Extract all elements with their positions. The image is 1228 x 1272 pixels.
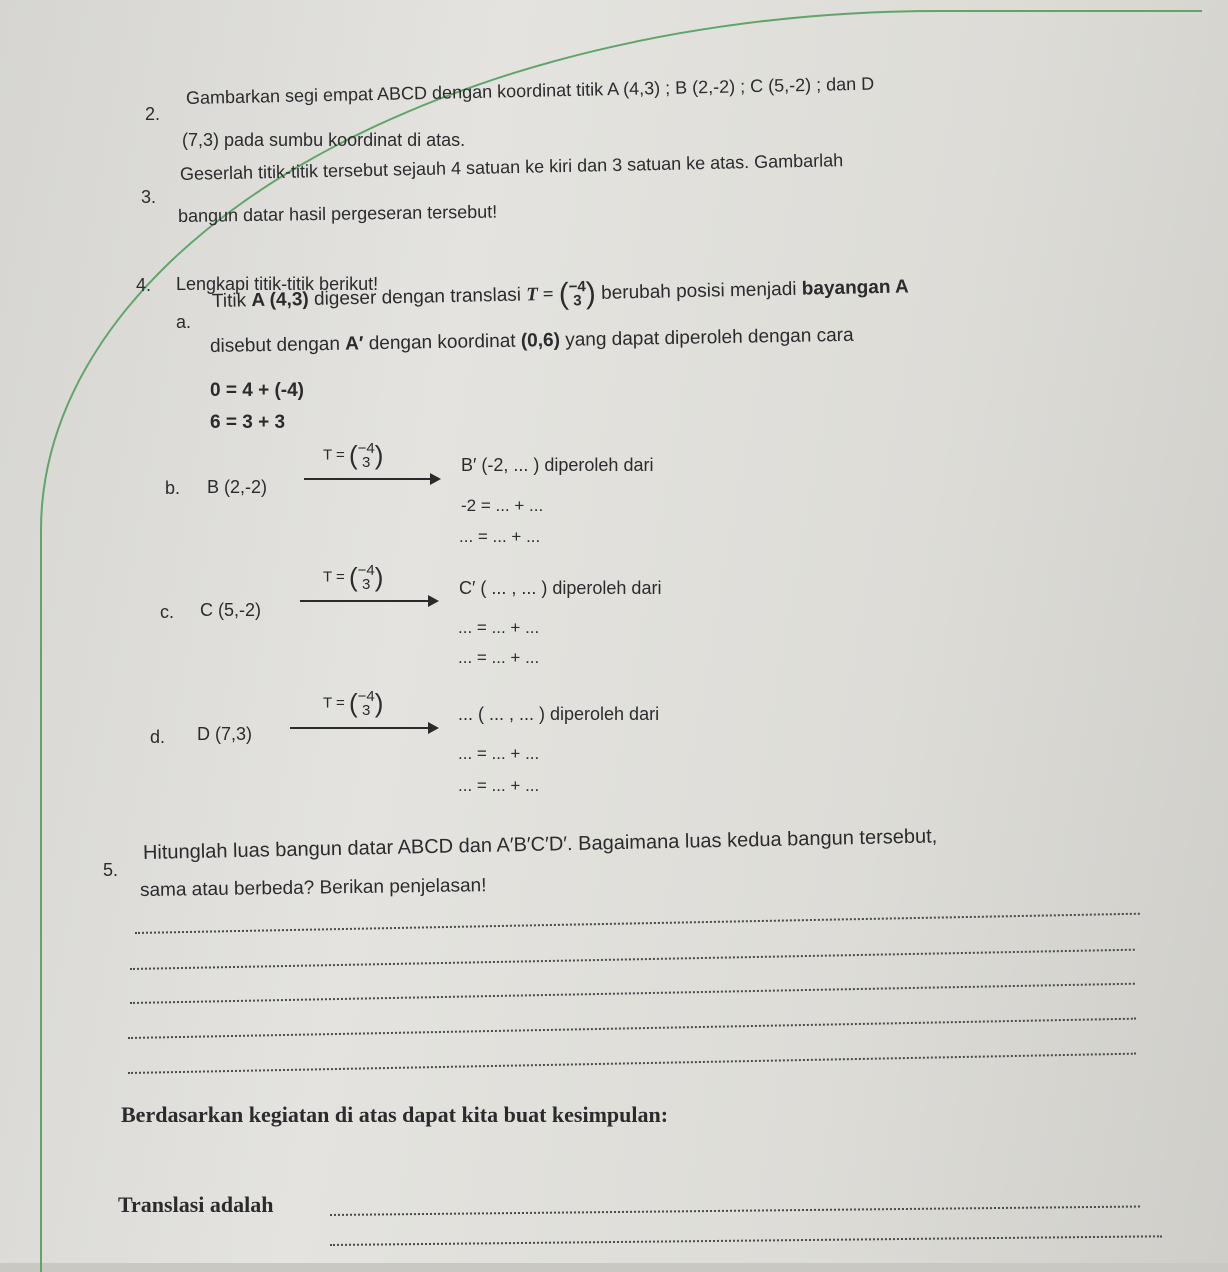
q2-line2: (7,3) pada sumbu koordinat di atas. xyxy=(182,130,466,150)
q5-line1: Hitunglah luas bangun datar ABCD dan A′B′C′D′. Bagaimana luas kedua bangun tersebut, xyxy=(142,825,938,864)
q4a-t-bottom: 3 xyxy=(573,292,582,310)
q4c-t-top: −4 xyxy=(357,561,375,579)
q4c-t-bottom: 3 xyxy=(362,575,371,593)
q4d-t-label: T = xyxy=(323,694,345,712)
q4-number: 4. xyxy=(136,275,152,295)
q4d-eq1: ... = ... + ... xyxy=(458,744,540,763)
q4a-eq2: 6 = 3 + 3 xyxy=(210,412,286,433)
q4d-arrow-line xyxy=(290,727,430,729)
q4a-text1: Titik xyxy=(211,290,247,312)
green-border xyxy=(40,10,1202,1272)
q4c-result: C′ ( ... , ... ) diperoleh dari xyxy=(459,578,662,598)
q4a-text3: berubah posisi menjadi xyxy=(600,278,797,304)
q4d-translation: T = (−4 3 ) xyxy=(323,687,384,719)
q4a-line2-text1: disebut dengan xyxy=(209,333,341,357)
q4a-aprime: A′ xyxy=(345,333,364,355)
q4b-point: B (2,-2) xyxy=(207,477,268,497)
q4a-coord: (0,6) xyxy=(520,329,561,352)
q5-number: 5. xyxy=(103,860,119,880)
q4d-result: ... ( ... , ... ) diperoleh dari xyxy=(458,704,660,724)
q4c-arrow-line xyxy=(300,600,430,602)
q4a-line2-text2: dengan koordinat xyxy=(368,330,516,355)
q4a-t-symbol: T = xyxy=(526,283,554,306)
q4b-eq1: -2 = ... + ... xyxy=(461,496,544,515)
q4a-line1: Titik A (4,3) digeser dengan translasi T = ( −4 3 ) berubah posisi menjadi bayangan A xyxy=(211,276,909,312)
q4b-t-top: −4 xyxy=(357,439,375,457)
q4b-arrow-head xyxy=(430,473,441,485)
q4c-eq1: ... = ... + ... xyxy=(458,618,540,637)
q4-title: Lengkapi titik-titik berikut! xyxy=(176,274,379,294)
q5-line2: sama atau berbeda? Berikan penjelasan! xyxy=(139,875,487,901)
q4b-result: B′ (-2, ... ) diperoleh dari xyxy=(461,455,654,475)
q3-line1: Geserlah titik-titik tersebut sejauh 4 satuan ke kiri dan 3 satuan ke atas. Gambarlah xyxy=(179,150,844,184)
q3-number: 3. xyxy=(141,187,157,207)
q4a-label: a. xyxy=(176,312,192,332)
q4c-label: c. xyxy=(160,602,175,622)
q4b-translation: T = (−4 3 ) xyxy=(323,439,384,471)
q4c-translation: T = (−4 3 ) xyxy=(323,561,384,593)
q4b-t-bottom: 3 xyxy=(362,453,371,471)
conclusion-label: Translasi adalah xyxy=(118,1192,274,1217)
q4a-t-top: −4 xyxy=(568,278,586,296)
q4d-label: d. xyxy=(150,727,166,747)
q4b-eq2: ... = ... + ... xyxy=(459,527,541,546)
q4c-point: C (5,-2) xyxy=(200,600,262,620)
q4a-bold-end: bayangan A xyxy=(801,276,909,300)
q4c-eq2: ... = ... + ... xyxy=(458,648,540,667)
q4d-t-top: −4 xyxy=(357,687,375,705)
q4d-t-bottom: 3 xyxy=(362,701,371,719)
q4d-eq2: ... = ... + ... xyxy=(458,776,540,795)
q4c-arrow-head xyxy=(428,595,439,607)
q4b-label: b. xyxy=(165,478,181,498)
q2-line1: Gambarkan segi empat ABCD dengan koordinat titik A (4,3) ; B (2,-2) ; C (5,-2) ; dan D xyxy=(185,73,875,108)
q3-line2: bangun datar hasil pergeseran tersebut! xyxy=(177,201,498,226)
q4b-t-label: T = xyxy=(323,446,345,464)
q4b-arrow-line xyxy=(304,478,432,480)
conclusion-heading: Berdasarkan kegiatan di atas dapat kita buat kesimpulan: xyxy=(121,1102,669,1127)
q4a-t-vector xyxy=(568,280,586,308)
q4d-point: D (7,3) xyxy=(197,724,253,744)
q4d-arrow-head xyxy=(428,722,439,734)
q4c-t-label: T = xyxy=(323,568,345,586)
q4a-text2: digeser dengan translasi xyxy=(313,284,522,310)
q4a-line2-text3: yang dapat diperoleh dengan cara xyxy=(565,324,854,351)
q4a-eq1: 0 = 4 + (-4) xyxy=(210,380,304,401)
q4a-point: A (4,3) xyxy=(251,288,309,312)
q2-number: 2. xyxy=(145,104,161,124)
